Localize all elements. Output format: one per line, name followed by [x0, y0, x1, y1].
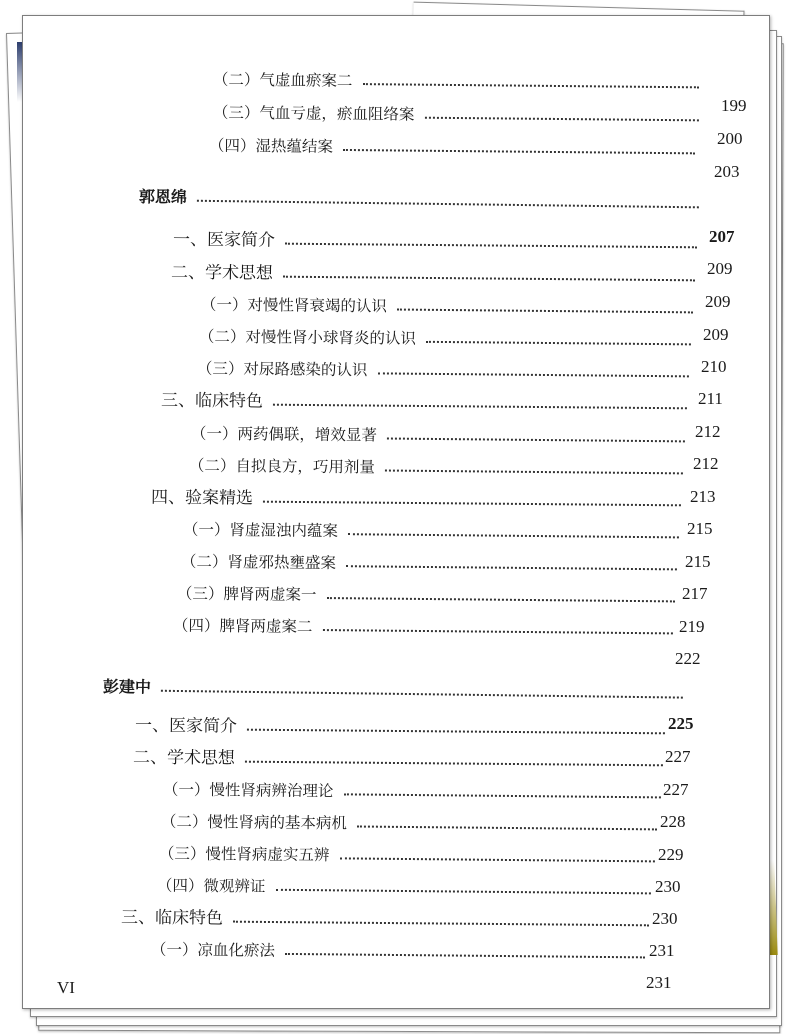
- toc-page-number: 227: [665, 747, 691, 766]
- toc-entry-label: （一）肾虚湿浊内蕴案: [182, 520, 339, 541]
- toc-entry-label: （四）微观辨证: [156, 876, 266, 896]
- toc-page-number: 227: [663, 780, 689, 799]
- toc-page-number: 209: [705, 292, 731, 311]
- toc-section-heading[interactable]: [139, 181, 699, 214]
- toc-page-number: 211: [698, 389, 723, 408]
- dot-leader: [362, 83, 698, 88]
- toc-entry-label: 二、学术思想: [170, 262, 274, 284]
- toc-entry-label: 三、临床特色: [120, 907, 224, 929]
- toc-page-number: 209: [703, 325, 729, 344]
- toc-entry[interactable]: [181, 546, 677, 577]
- dot-leader: [247, 729, 665, 735]
- dot-leader: [285, 243, 697, 249]
- toc-entry-label: 一、医家简介: [172, 229, 276, 251]
- toc-entry-label: 二、学术思想: [132, 747, 236, 769]
- dot-leader: [339, 857, 654, 862]
- toc-entry[interactable]: [171, 257, 695, 288]
- toc-page-number: 209: [707, 259, 733, 278]
- toc-page-number: 222: [675, 649, 701, 668]
- toc-entry[interactable]: [213, 64, 699, 95]
- toc-page-number: 231: [646, 973, 672, 992]
- toc-entry[interactable]: [183, 514, 679, 545]
- toc-entry-label: （二）气虚血瘀案二: [212, 70, 353, 91]
- toc-entry[interactable]: [201, 289, 693, 320]
- toc-entry[interactable]: [173, 610, 673, 641]
- toc-entry[interactable]: [209, 130, 695, 161]
- toc-entry[interactable]: [173, 224, 697, 255]
- dot-leader: [426, 341, 691, 346]
- toc-heading-label: 彭建中: [102, 677, 152, 697]
- toc-page-number: 213: [690, 487, 716, 506]
- toc-entry[interactable]: [161, 385, 687, 416]
- toc-page-number: 215: [687, 519, 713, 538]
- toc-page: [22, 15, 770, 1009]
- dot-leader: [161, 690, 683, 699]
- toc-entry-label: （一）凉血化瘀法: [150, 940, 276, 960]
- toc-entry-label: （一）两药偶联，增效显著: [190, 424, 378, 445]
- toc-entry-label: （二）对慢性肾小球肾炎的认识: [198, 327, 417, 348]
- toc-page-number: 207: [709, 227, 735, 246]
- toc-entry[interactable]: [197, 353, 689, 384]
- toc-page-number: 210: [701, 357, 727, 376]
- toc-entry-label: （四）湿热蕴结案: [208, 136, 334, 156]
- dot-leader: [424, 117, 698, 122]
- dot-leader: [326, 597, 674, 602]
- dot-leader: [343, 149, 695, 154]
- dot-leader: [285, 953, 645, 958]
- page-folio: VI: [57, 978, 75, 997]
- toc-page-number: 228: [660, 812, 686, 831]
- toc-entry-label: （二）自拟良方，巧用剂量: [188, 456, 376, 477]
- toc-entry-label: （三）对尿路感染的认识: [196, 359, 368, 380]
- toc-entry-label: （二）慢性肾病的基本病机: [160, 812, 348, 833]
- dot-leader: [197, 200, 699, 209]
- toc-section-heading[interactable]: [103, 671, 683, 705]
- toc-entry-label: （一）对慢性肾衰竭的认识: [200, 295, 388, 316]
- toc-entry[interactable]: [159, 838, 655, 869]
- toc-entry[interactable]: [133, 742, 663, 773]
- dot-leader: [387, 438, 685, 443]
- toc-entry-label: （三）脾肾两虚案一: [176, 584, 317, 604]
- toc-page-number: 230: [655, 877, 681, 896]
- toc-entry-label: 一、医家简介: [134, 715, 238, 737]
- toc-entry[interactable]: [213, 97, 699, 128]
- toc-page-number: 212: [695, 422, 721, 441]
- dot-leader: [263, 501, 681, 507]
- toc-page-number: 219: [679, 617, 705, 636]
- toc-entry[interactable]: [135, 710, 665, 741]
- toc-entry-label: （三）慢性肾病虚实五辨: [158, 844, 330, 865]
- toc-entry-label: （一）慢性肾病辨治理论: [162, 780, 334, 801]
- toc-page-number: 229: [658, 845, 684, 864]
- toc-entry[interactable]: [157, 870, 651, 901]
- toc-page-number: 217: [682, 584, 708, 603]
- toc-entry-label: （四）脾肾两虚案二: [172, 616, 313, 636]
- toc-entry[interactable]: [163, 774, 661, 805]
- toc-entry[interactable]: [189, 450, 683, 481]
- toc-entry-label: （三）气血亏虚，瘀血阻络案: [212, 103, 415, 124]
- toc-page-number: 212: [693, 454, 719, 473]
- dot-leader: [348, 533, 679, 538]
- toc-entry-label: 三、临床特色: [160, 390, 264, 412]
- dot-leader: [343, 793, 660, 798]
- toc-page-number: 203: [714, 162, 740, 181]
- toc-page-number: 215: [685, 552, 711, 571]
- toc-entry[interactable]: [191, 418, 685, 449]
- toc-entry[interactable]: [199, 321, 691, 352]
- toc-entry[interactable]: [161, 806, 657, 837]
- dot-leader: [346, 565, 677, 570]
- toc-page-number: 230: [652, 909, 678, 928]
- toc-page-number: 199: [721, 96, 747, 115]
- toc-entry[interactable]: [151, 934, 645, 965]
- dot-leader: [377, 372, 688, 377]
- toc-entry-label: 四、验案精选: [150, 487, 254, 509]
- toc-heading-label: 郭恩绵: [138, 187, 188, 207]
- dot-leader: [357, 826, 657, 831]
- toc-entry[interactable]: [177, 578, 675, 609]
- toc-entry[interactable]: [151, 482, 681, 513]
- dot-leader: [283, 276, 695, 282]
- dot-leader: [275, 889, 650, 895]
- toc-page-number: 231: [649, 941, 675, 960]
- toc-page-number: 200: [717, 129, 743, 148]
- dot-leader: [322, 629, 672, 634]
- dot-leader: [397, 309, 693, 314]
- dot-leader: [245, 761, 663, 767]
- toc-entry-label: （二）肾虚邪热壅盛案: [180, 552, 337, 573]
- toc-entry[interactable]: [121, 902, 649, 933]
- dot-leader: [385, 470, 683, 475]
- dot-leader: [233, 921, 649, 927]
- toc-page-number: 225: [668, 714, 694, 733]
- dot-leader: [273, 404, 687, 410]
